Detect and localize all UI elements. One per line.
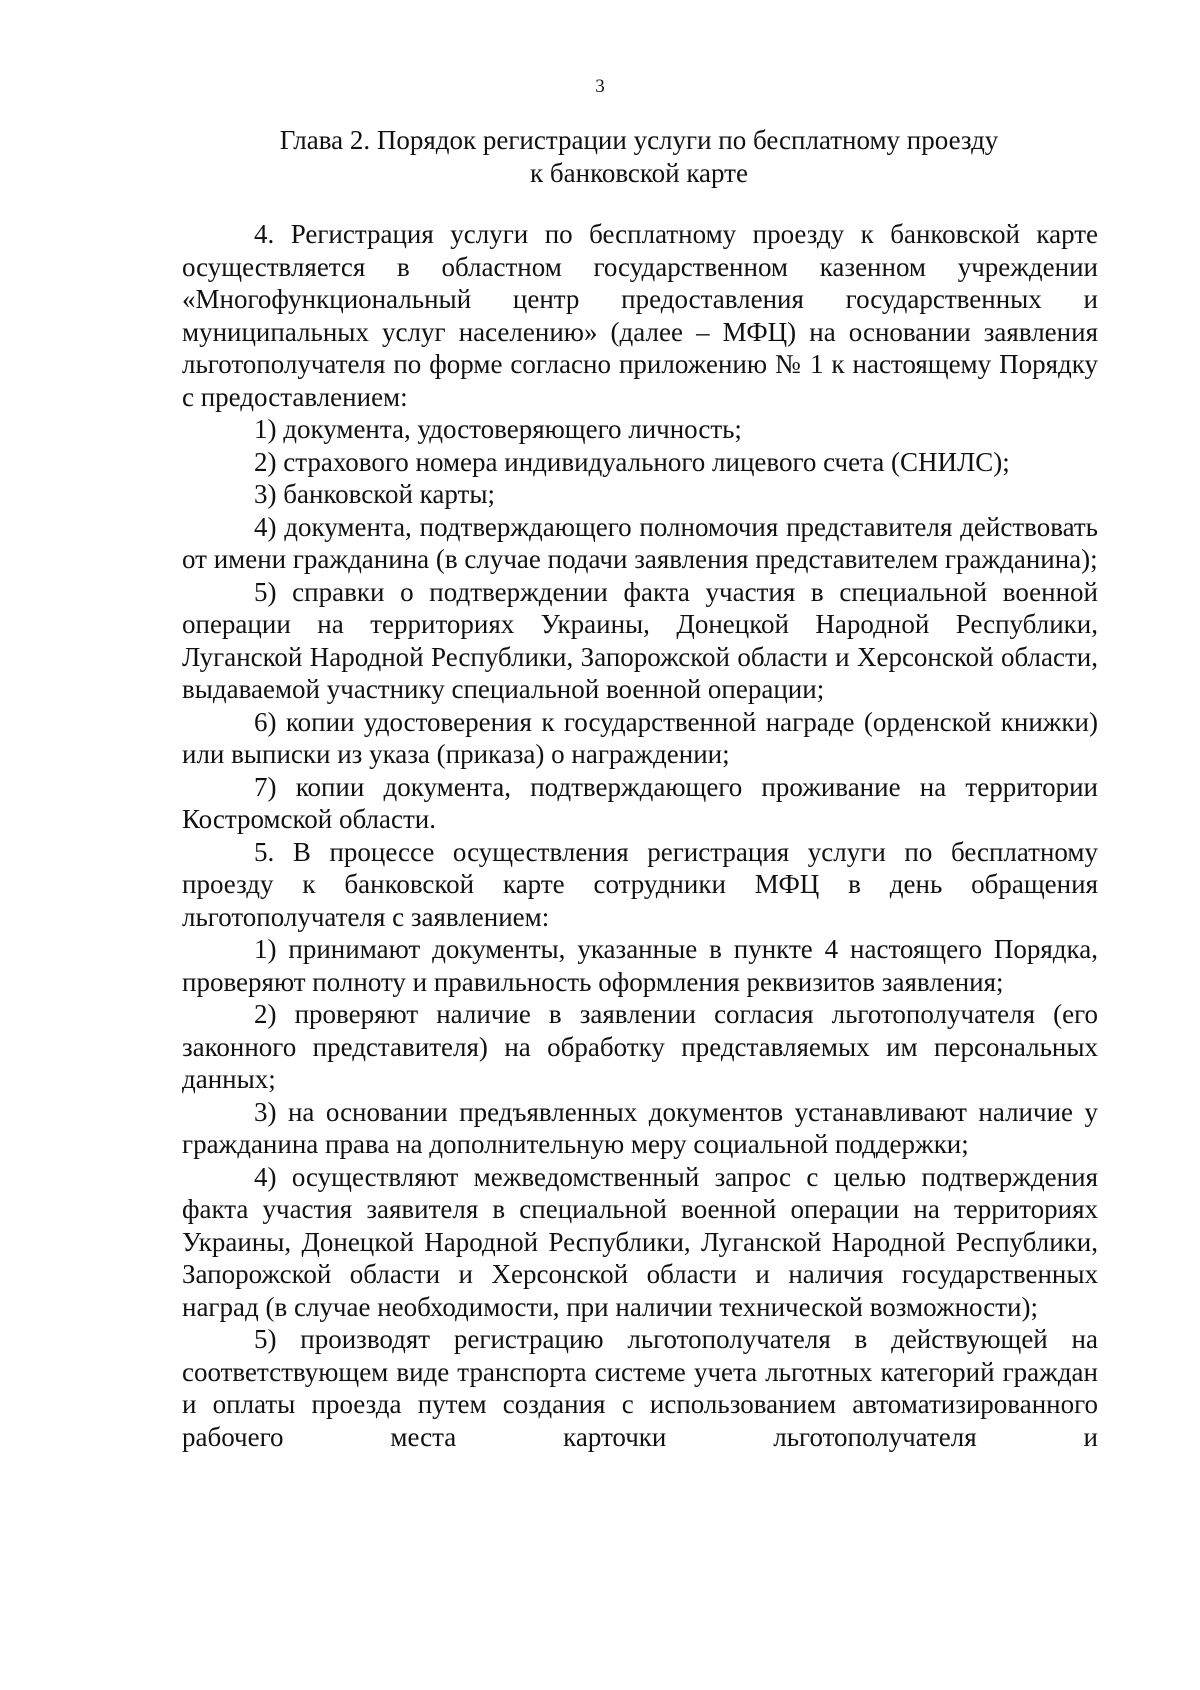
chapter-title-line-1: Глава 2. Порядок регистрации услуги по бесплатному проезду (279, 125, 999, 155)
paragraph-4: 4. Регистрация услуги по бесплатному проезду к банковской карте осуществляется в областном государственном казенном учреждении «Многофункциональный центр предоставления государственных и муниципальных услуг населению» (далее – МФЦ) на основании заявления льготополучателя по форме согласно приложению № 1 к настоящему Порядку с предоставлением: (182, 219, 1098, 412)
list-item-5-5: 5) производят регистрацию льготополучателя в действующей на соответствующем виде транспорта системе учета льготных категорий граждан и оплаты проезда путем создания с использованием автоматизированного рабочего места карточки льготополучателя и (182, 1324, 1098, 1452)
list-item-5-3: 3) на основании предъявленных документов устанавливают наличие у гражданина права на дополнительную меру социальной поддержки; (182, 1096, 1098, 1159)
list-item-4-2: 2) страхового номера индивидуального лицевого счета (СНИЛС); (254, 446, 1010, 477)
page-number: 3 (595, 76, 605, 97)
list-item-4-7: 7) копии документа, подтверждающего проживание на территории Костромской области. (182, 771, 1098, 834)
list-item-4-4: 4) документа, подтверждающего полномочия представителя действовать от имени гражданина (в случае подачи заявления представителем гражданина); (182, 511, 1098, 574)
document-body (182, 218, 1098, 1453)
list-item-4-5: 5) справки о подтверждении факта участия в специальной военной операции на территориях Украины, Донецкой Народной Республики, Луганской Народной Республики, Запорожской области и Херсонской области, выдаваемой участнику специальной военной операции; (182, 576, 1098, 704)
paragraph-5: 5. В процессе осуществления регистрация услуги по бесплатному проезду к банковской карте сотрудники МФЦ в день обращения льготополучателя с заявлением: (182, 836, 1098, 932)
list-item-5-4: 4) осуществляют межведомственный запрос с целью подтверждения факта участия заявителя в специальной военной операции на территориях Украины, Донецкой Народной Республики, Луганской Народной Республики, Запорожской области и Херсонской области и наличия государственных наград (в случае необходимости, при наличии технической возможности); (182, 1161, 1098, 1322)
list-item-5-2: 2) проверяют наличие в заявлении согласия льготополучателя (его законного представителя) на обработку представляемых им персональных данных; (182, 999, 1098, 1094)
list-item-4-1: 1) документа, удостоверяющего личность; (254, 414, 742, 444)
chapter-title-line-2: к банковской карте (530, 158, 748, 188)
list-item-4-3: 3) банковской карты; (254, 479, 495, 509)
list-item-5-1: 1) принимают документы, указанные в пункте 4 настоящего Порядка, проверяют полноту и правильность оформления реквизитов заявления; (182, 934, 1098, 997)
list-item-4-6: 6) копии удостоверения к государственной награде (орденской книжки) или выписки из указа (приказа) о награждении; (182, 706, 1098, 769)
chapter-title (180, 124, 1098, 190)
